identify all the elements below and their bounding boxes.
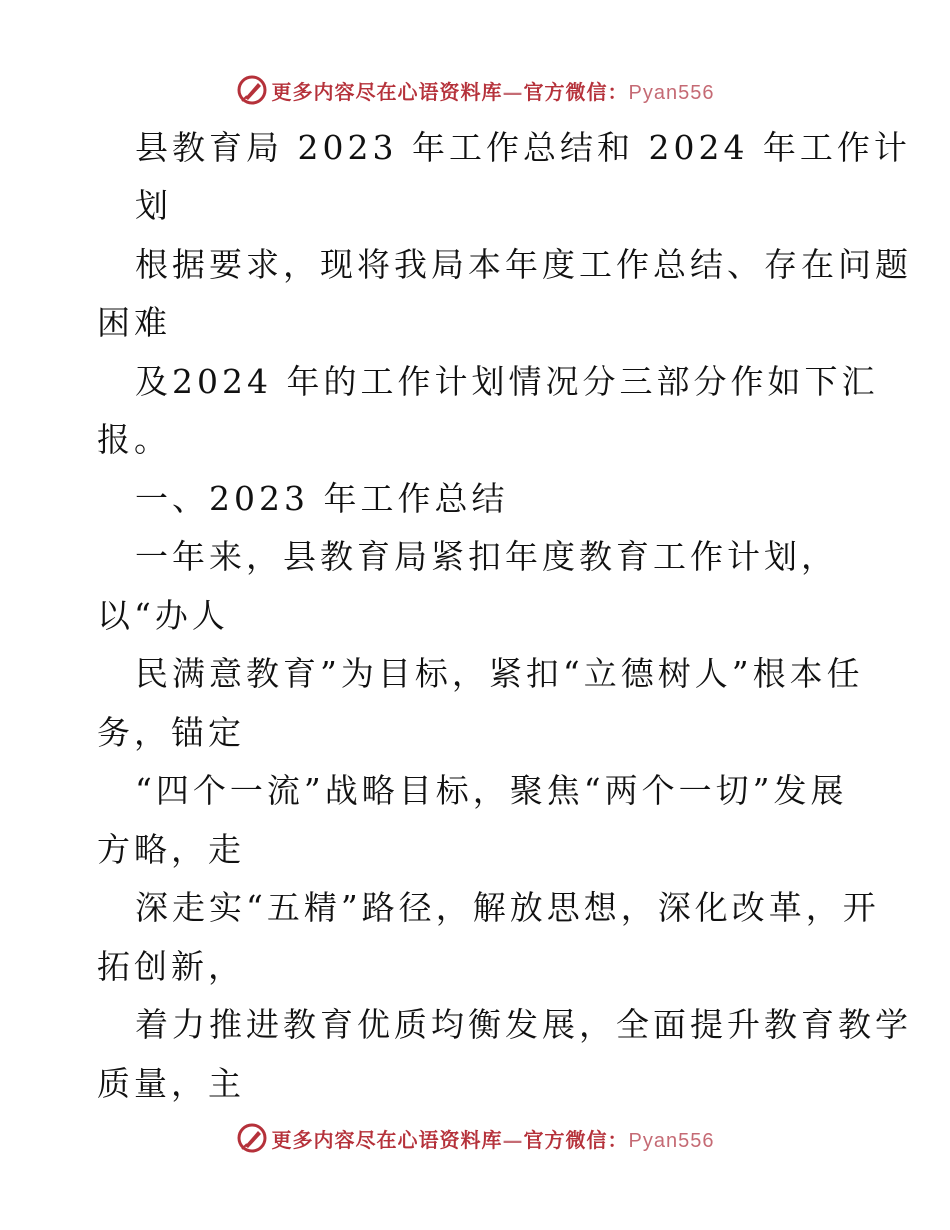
banner-wechat-label: 官方微信： [523,1127,629,1152]
banner-site-text: 更多内容尽在心语资料库 [271,79,503,104]
paragraph-line: 着力推进教育优质均衡发展，全面提升教育教学 [135,1005,912,1044]
document-title-line-1: 县教育局 2023 年工作总结和 2024 年工作计 [135,128,911,167]
banner-wechat-label: 官方微信： [523,79,629,104]
header-watermark-banner [0,70,950,110]
paragraph-line: 一年来，县教育局紧扣年度教育工作计划， [135,537,838,576]
banner-wechat-id: Pyan556 [628,81,715,104]
document-title-line-2: 划 [135,186,172,225]
paragraph-line: “四个一流”战略目标，聚焦“两个一切”发展 [135,771,848,810]
paragraph-line: 报。 [97,420,171,459]
banner-text [272,76,715,105]
paragraph-line: 质量，主 [97,1064,245,1103]
quill-seal-logo-icon [236,74,268,106]
banner-wechat-id: Pyan556 [628,1129,715,1152]
banner-dash: — [502,79,524,104]
paragraph-line: 困难 [97,303,171,342]
footer-watermark-banner [0,1118,950,1158]
paragraph-line: 根据要求，现将我局本年度工作总结、存在问题 [135,245,912,284]
paragraph-line: 以“办人 [97,596,229,635]
paragraph-line: 民满意教育”为目标，紧扣“立德树人”根本任 [135,654,864,693]
paragraph-line: 拓创新， [97,947,245,986]
banner-site-text: 更多内容尽在心语资料库 [271,1127,503,1152]
banner-text [272,1124,715,1153]
paragraph-line: 务，锚定 [97,713,245,752]
section-heading: 一、2023 年工作总结 [135,479,509,518]
quill-seal-logo-icon [236,1122,268,1154]
paragraph-line: 及2024 年的工作计划情况分三部分作如下汇 [135,362,879,401]
paragraph-line: 方略，走 [97,830,245,869]
paragraph-line: 深走实“五精”路径，解放思想，深化改革，开 [135,888,880,927]
banner-dash: — [502,1127,524,1152]
